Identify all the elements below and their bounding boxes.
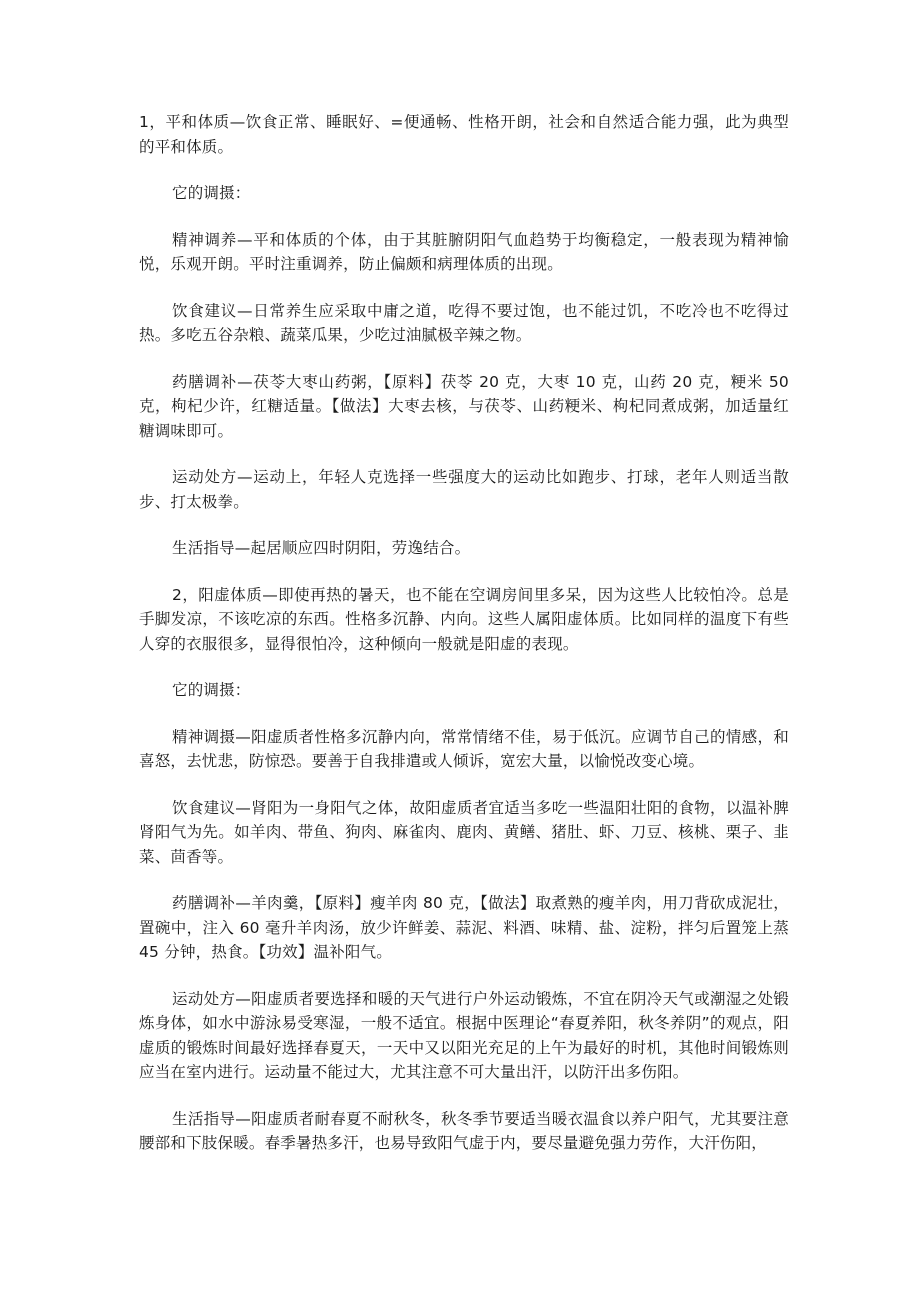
paragraph-shenghuo-1: 生活指导—起居顺应四时阴阳，劳逸结合。 xyxy=(172,539,471,557)
paragraph-yinshi-1: 饮食建议—日常养生应采取中庸之道，吃得不要过饱，也不能过饥，不吃冷也不吃得过热。多吃五谷杂粮、蔬菜瓜果，少吃过油腻极辛辣之物。 xyxy=(139,301,789,344)
paragraph-yinshi-2: 饮食建议—肾阳为一身阳气之体，故阳虚质者宜适当多吃一些温阳壮阳的食物，以温补脾肾阳气为先。如羊肉、带鱼、狗肉、麻雀肉、鹿肉、黄鳝、猪肚、虾、刀豆、核桃、栗子、韭菜、茴香等。 xyxy=(139,798,789,866)
paragraph-tiaoshe-heading-1: 它的调摄： xyxy=(172,184,251,202)
paragraph-shenghuo-2: 生活指导—阳虚质者耐春夏不耐秋冬，秋冬季节要适当暖衣温食以养户阳气，尤其要注意腰部和下肢保暖。春季暑热多汗，也易导致阳气虚于内，要尽量避免强力劳作，大汗伤阳， xyxy=(139,1109,789,1152)
paragraph-yangxu-intro: 2，阳虚体质—即使再热的暑天，也不能在空调房间里多呆，因为这些人比较怕冷。总是手脚发凉，不该吃凉的东西。性格多沉静、内向。这些人属阳虚体质。比如同样的温度下有些人穿的衣服很多，显得很怕冷，这种倾向一般就是阳虚的表现。 xyxy=(139,585,789,653)
paragraph-jingshen-2: 精神调摄—阳虚质者性格多沉静内向，常常情绪不佳，易于低沉。应调节自己的情感，和喜怒，去忧悲，防惊恐。要善于自我排遣或人倾诉，宽宏大量，以愉悦改变心境。 xyxy=(139,727,789,770)
paragraph-jingshen-1: 精神调养—平和体质的个体，由于其脏腑阴阳气血趋势于均衡稳定，一般表现为精神愉悦，乐观开朗。平时注重调养，防止偏颇和病理体质的出现。 xyxy=(139,230,789,273)
paragraph-tiaoshe-heading-2: 它的调摄： xyxy=(172,681,251,699)
paragraph-yundong-2: 运动处方—阳虚质者要选择和暖的天气进行户外运动锻炼，不宜在阴冷天气或潮湿之处锻炼身体，如水中游泳易受寒湿，一般不适宜。根据中医理论“春夏养阳，秋冬养阴”的观点，阳虚质的锻炼时间最好选择春夏天，一天中又以阳光充足的上午为最好的时机，其他时间锻炼则应当在室内进行。运动量不能过大，尤其注意不可大量出汗，以防汗出多伤阳。 xyxy=(139,989,789,1081)
document-page xyxy=(139,110,789,1178)
paragraph-yundong-1: 运动处方—运动上，年轻人克选择一些强度大的运动比如跑步、打球，老年人则适当散步、打太极拳。 xyxy=(139,468,789,511)
paragraph-yaoshan-1: 药膳调补—茯苓大枣山药粥，【原料】茯苓 20 克，大枣 10 克，山药 20 克，粳米 50 克，枸杞少许，红糖适量。【做法】大枣去核，与茯苓、山药粳米、枸杞同煮成粥，加适量红糖调味即可。 xyxy=(139,372,789,440)
paragraph-pinghe-intro: 1，平和体质—饮食正常、睡眠好、=便通畅、性格开朗，社会和自然适合能力强，此为典型的平和体质。 xyxy=(139,113,789,156)
paragraph-yaoshan-2: 药膳调补—羊肉羹，【原料】瘦羊肉 80 克，【做法】取煮熟的瘦羊肉，用刀背砍成泥壮，置碗中，注入 60 毫升羊肉汤，放少许鲜姜、蒜泥、料酒、味精、盐、淀粉，拌匀后置笼上蒸 45 分钟，热食。【功效】温补阳气。 xyxy=(139,894,789,961)
